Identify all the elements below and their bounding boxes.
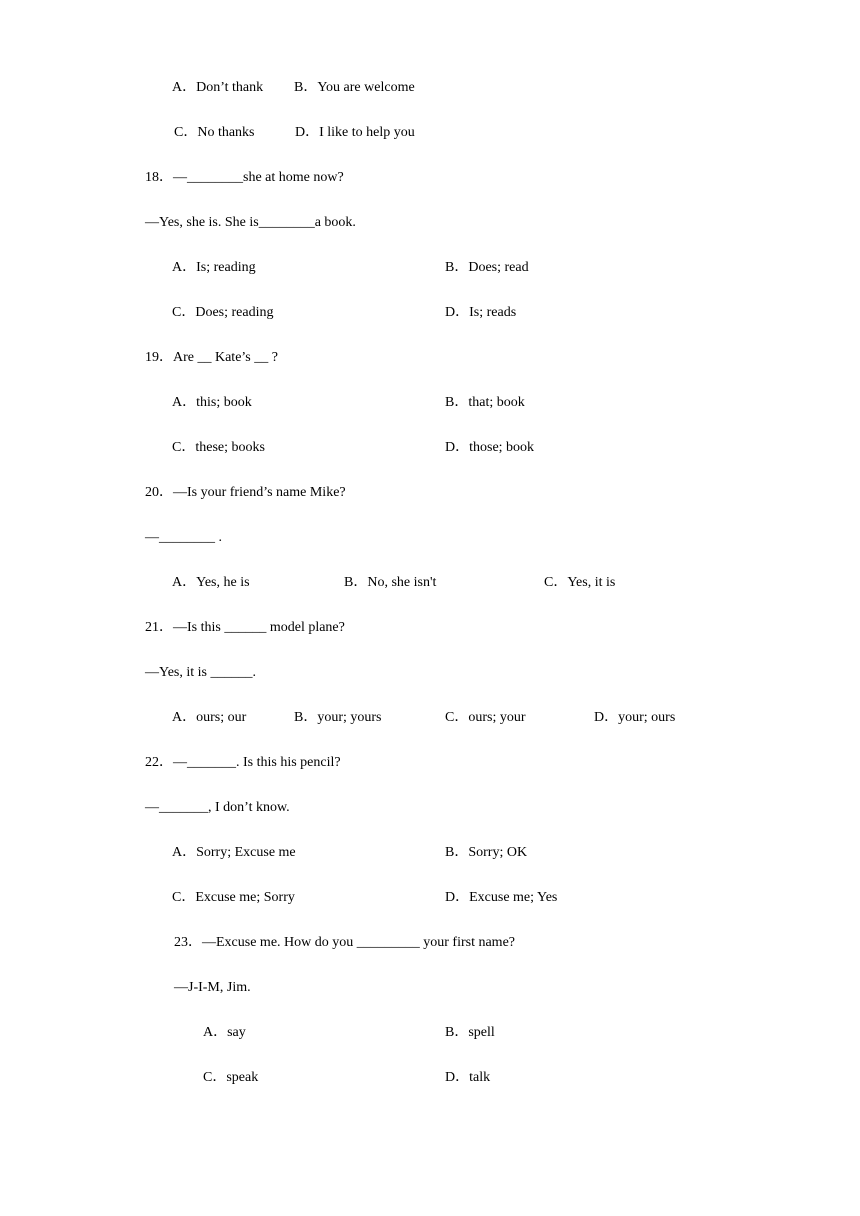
- q22-option-a: A．Sorry; Excuse me: [172, 845, 296, 860]
- q23-option-c: C．speak: [203, 1070, 259, 1085]
- q18-option-a: A．Is; reading: [172, 260, 256, 275]
- q18-option-b: B．Does; read: [445, 260, 529, 275]
- q22-option-b: B．Sorry; OK: [445, 845, 528, 860]
- q20-option-c: C．Yes, it is: [544, 575, 616, 590]
- q21-stem: 21．—Is this ______ model plane?: [145, 620, 345, 635]
- q22-option-d: D．Excuse me; Yes: [445, 890, 558, 905]
- q21-option-c: C．ours; your: [445, 710, 526, 725]
- q19-option-c: C．these; books: [172, 440, 265, 455]
- q23-option-d: D．talk: [445, 1070, 491, 1085]
- q22-option-c: C．Excuse me; Sorry: [172, 890, 295, 905]
- q18-stem: 18．—________she at home now?: [145, 170, 344, 185]
- q18-option-c: C．Does; reading: [172, 305, 274, 320]
- q19-option-a: A．this; book: [172, 395, 252, 410]
- q21-reply: —Yes, it is ______.: [145, 665, 256, 680]
- q18-reply: —Yes, she is. She is________a book.: [145, 215, 356, 230]
- q18-option-d: D．Is; reads: [445, 305, 517, 320]
- q19-stem: 19．Are __ Kate’s __ ?: [145, 350, 278, 365]
- q19-option-d: D．those; book: [445, 440, 535, 455]
- q17-option-b: B．You are welcome: [294, 80, 415, 95]
- q20-option-a: A．Yes, he is: [172, 575, 250, 590]
- q23-stem: 23．—Excuse me. How do you _________ your first name?: [174, 935, 515, 950]
- q17-option-d: D．I like to help you: [295, 125, 415, 140]
- q22-stem: 22．—_______. Is this his pencil?: [145, 755, 341, 770]
- q20-stem: 20．—Is your friend’s name Mike?: [145, 485, 346, 500]
- q20-reply: —________ .: [145, 530, 222, 545]
- q21-option-b: B．your; yours: [294, 710, 382, 725]
- q22-reply: —_______, I don’t know.: [145, 800, 290, 815]
- q21-option-d: D．your; ours: [594, 710, 676, 725]
- q23-reply: —J-I-M, Jim.: [174, 980, 251, 995]
- q17-option-c: C．No thanks: [174, 125, 255, 140]
- q20-option-b: B．No, she isn't: [344, 575, 437, 590]
- q19-option-b: B．that; book: [445, 395, 525, 410]
- q23-option-a: A．say: [203, 1025, 246, 1040]
- q21-option-a: A．ours; our: [172, 710, 247, 725]
- q17-option-a: A．Don’t thank: [172, 80, 264, 95]
- q23-option-b: B．spell: [445, 1025, 495, 1040]
